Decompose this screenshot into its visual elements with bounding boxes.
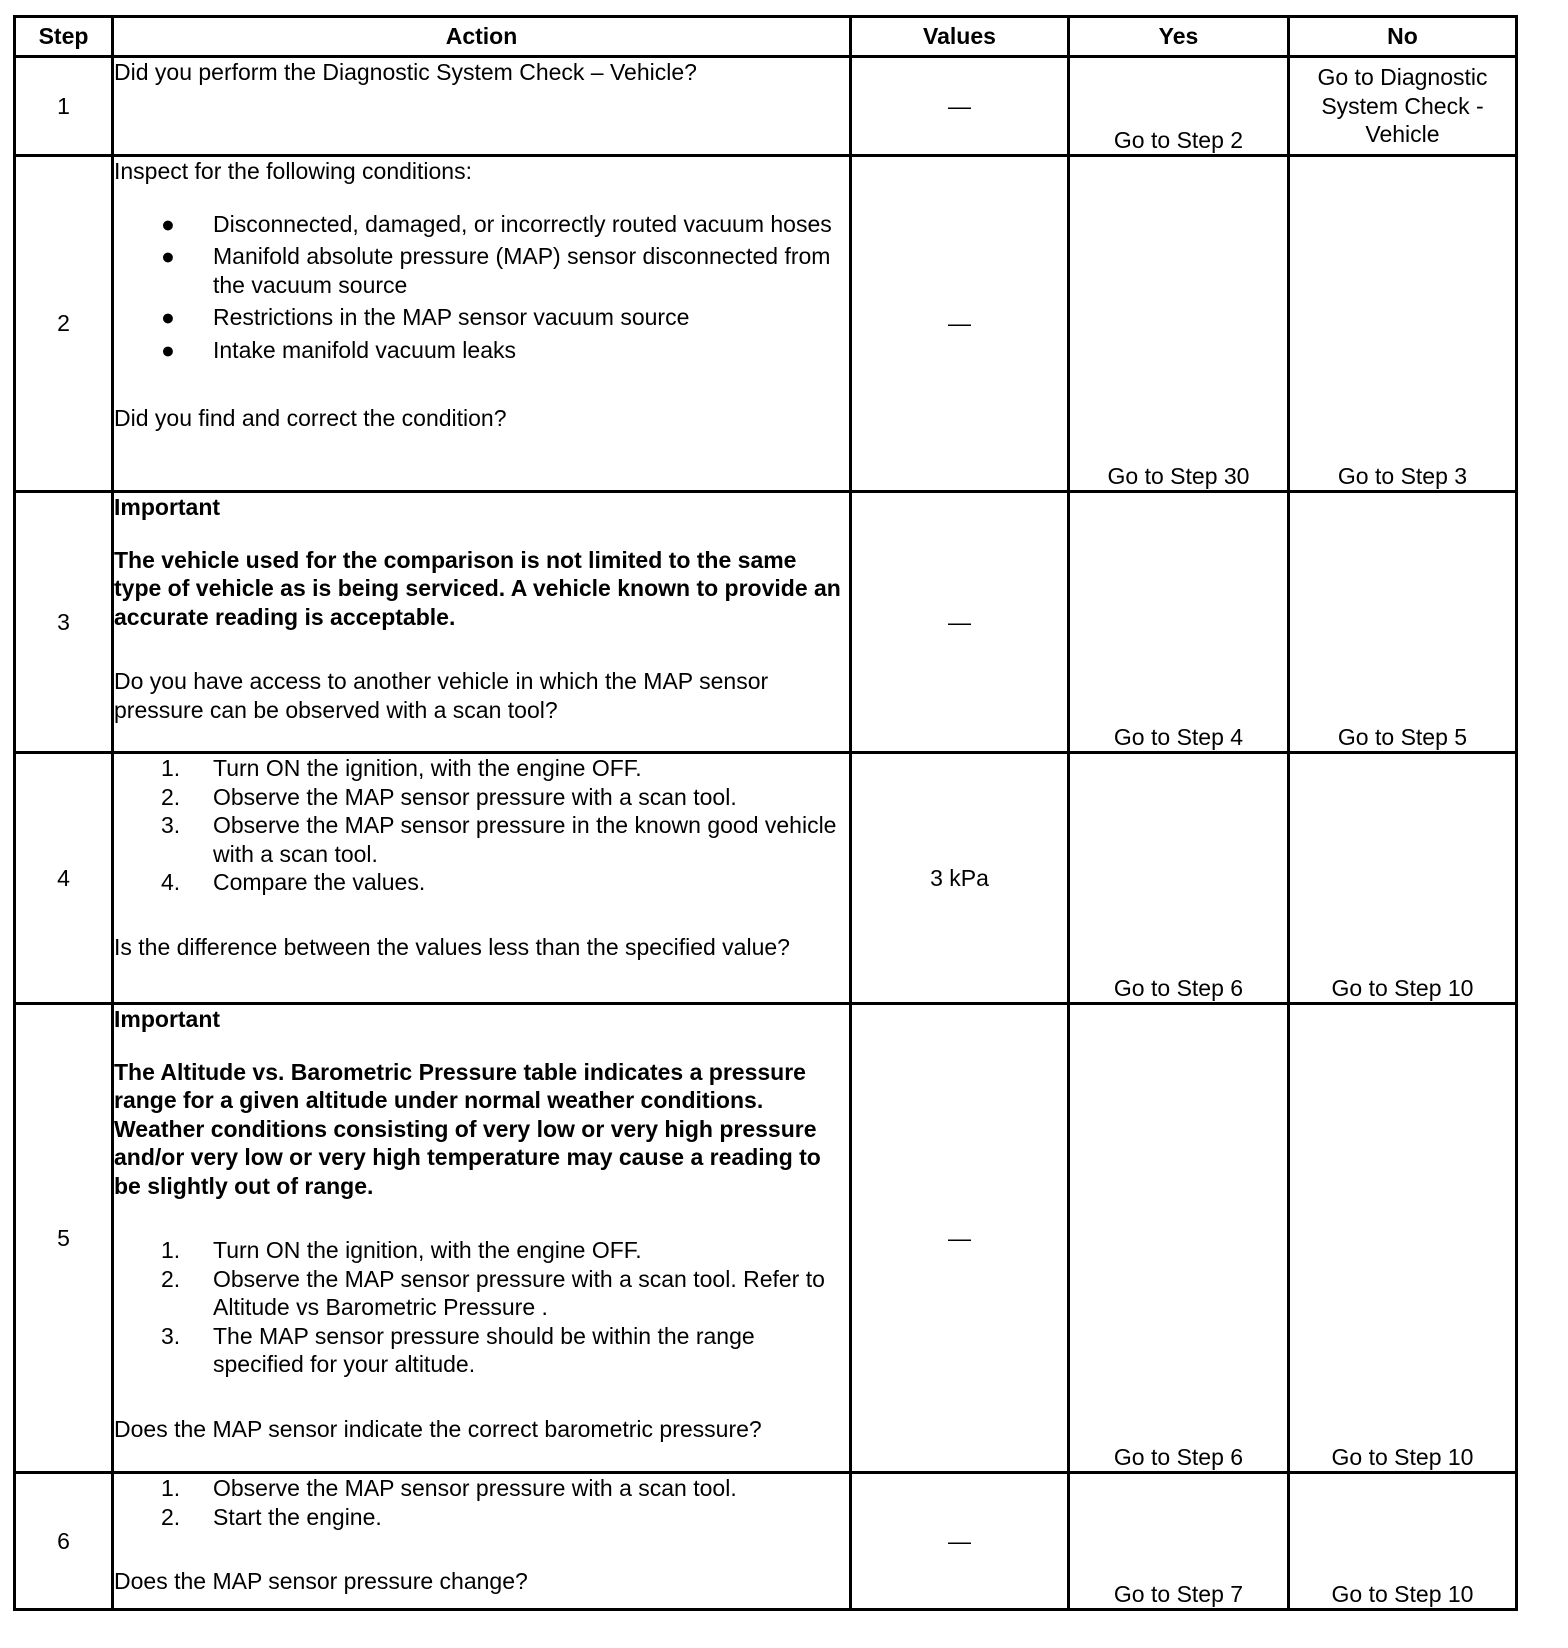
header-row <box>15 17 1517 57</box>
table-row <box>15 492 1517 753</box>
yes-cell: Go to Step 7 <box>1069 1473 1289 1610</box>
no-cell: Go to Step 10 <box>1289 1473 1517 1610</box>
table-row <box>15 156 1517 492</box>
header-values: Values <box>851 17 1069 57</box>
list-item: 4. Compare the values. <box>161 869 426 895</box>
header-yes: Yes <box>1069 17 1289 57</box>
bullet-icon: ● <box>161 304 175 330</box>
no-cell: Go to Step 3 <box>1289 156 1517 492</box>
value-cell: — <box>851 1473 1069 1610</box>
list-item: ● Disconnected, damaged, or incorrectly routed vacuum hoses <box>161 210 832 237</box>
table-row <box>15 57 1517 156</box>
important-text: The vehicle used for the comparison is not limited to the same type of vehicle as is being serviced. A vehicle known to provide an accurate reading is acceptable. <box>114 546 841 630</box>
step-number: 5 <box>15 1004 113 1473</box>
procedure-list <box>114 1474 849 1531</box>
list-item: 2. Start the engine. <box>161 1503 382 1530</box>
action-question: Does the MAP sensor pressure change? <box>114 1568 528 1594</box>
list-item: 1. Turn ON the ignition, with the engine OFF. <box>161 1237 642 1263</box>
diagnostic-table <box>13 15 1518 1611</box>
list-item: 2. Observe the MAP sensor pressure with a scan tool. <box>161 783 737 810</box>
bullet-icon: ● <box>161 336 175 363</box>
action-cell <box>113 492 851 753</box>
table-row <box>15 1473 1517 1610</box>
action-cell <box>113 1473 851 1610</box>
action-cell <box>113 156 851 492</box>
action-cell <box>113 753 851 1004</box>
action-intro: Inspect for the following conditions: <box>114 158 472 184</box>
list-item: ● Restrictions in the MAP sensor vacuum source <box>161 304 690 330</box>
yes-cell: Go to Step 4 <box>1069 492 1289 753</box>
list-item: 2. Observe the MAP sensor pressure with a scan tool. Refer to Altitude vs Barometric Pressure . <box>161 1265 825 1320</box>
value-cell: — <box>851 156 1069 492</box>
header-step: Step <box>15 17 113 57</box>
condition-list <box>114 210 849 365</box>
action-question: Did you find and correct the condition? <box>114 405 507 431</box>
step-number: 1 <box>15 57 113 156</box>
bullet-icon: ● <box>161 243 175 269</box>
value-cell: — <box>851 492 1069 753</box>
list-item: ● Manifold absolute pressure (MAP) sensor disconnected from the vacuum source <box>161 243 831 298</box>
table-row <box>15 753 1517 1004</box>
yes-cell: Go to Step 6 <box>1069 1004 1289 1473</box>
yes-cell: Go to Step 6 <box>1069 753 1289 1004</box>
value-cell: — <box>851 57 1069 156</box>
value-cell: 3 kPa <box>851 753 1069 1004</box>
no-cell: Go to Step 5 <box>1289 492 1517 753</box>
action-cell <box>113 57 851 156</box>
procedure-list <box>114 1236 849 1379</box>
yes-cell: Go to Step 30 <box>1069 156 1289 492</box>
bullet-icon: ● <box>161 210 175 237</box>
step-number: 4 <box>15 753 113 1004</box>
yes-cell: Go to Step 2 <box>1069 57 1289 156</box>
value-cell: — <box>851 1004 1069 1473</box>
important-label: Important <box>114 1006 221 1032</box>
important-label: Important <box>114 494 221 520</box>
table-row <box>15 1004 1517 1473</box>
procedure-list <box>114 754 849 897</box>
step-number: 2 <box>15 156 113 492</box>
action-question: Is the difference between the values less than the specified value? <box>114 933 790 960</box>
no-cell: Go to Step 10 <box>1289 1004 1517 1473</box>
step-number: 6 <box>15 1473 113 1610</box>
action-question: Do you have access to another vehicle in which the MAP sensor pressure can be observed with a scan tool? <box>114 668 769 723</box>
action-question: Did you perform the Diagnostic System Check – Vehicle? <box>114 59 697 85</box>
step-number: 3 <box>15 492 113 753</box>
list-item: 3. Observe the MAP sensor pressure in the known good vehicle with a scan tool. <box>161 812 837 867</box>
action-cell <box>113 1004 851 1473</box>
no-cell: Go to Diagnostic System Check - Vehicle <box>1289 57 1517 156</box>
header-no: No <box>1289 17 1517 57</box>
action-question: Does the MAP sensor indicate the correct barometric pressure? <box>114 1415 762 1442</box>
list-item: 3. The MAP sensor pressure should be within the range specified for your altitude. <box>161 1322 755 1377</box>
important-text: The Altitude vs. Barometric Pressure table indicates a pressure range for a given altitude under normal weather conditions. Weather conditions consisting of very low or very high pressure and/or very low or very high temperature may cause a reading to be slightly out of range. <box>114 1058 821 1199</box>
no-cell: Go to Step 10 <box>1289 753 1517 1004</box>
list-item: 1. Observe the MAP sensor pressure with a scan tool. <box>161 1475 737 1501</box>
header-action: Action <box>113 17 851 57</box>
list-item: 1. Turn ON the ignition, with the engine OFF. <box>161 755 642 781</box>
list-item: ● Intake manifold vacuum leaks <box>161 336 516 363</box>
